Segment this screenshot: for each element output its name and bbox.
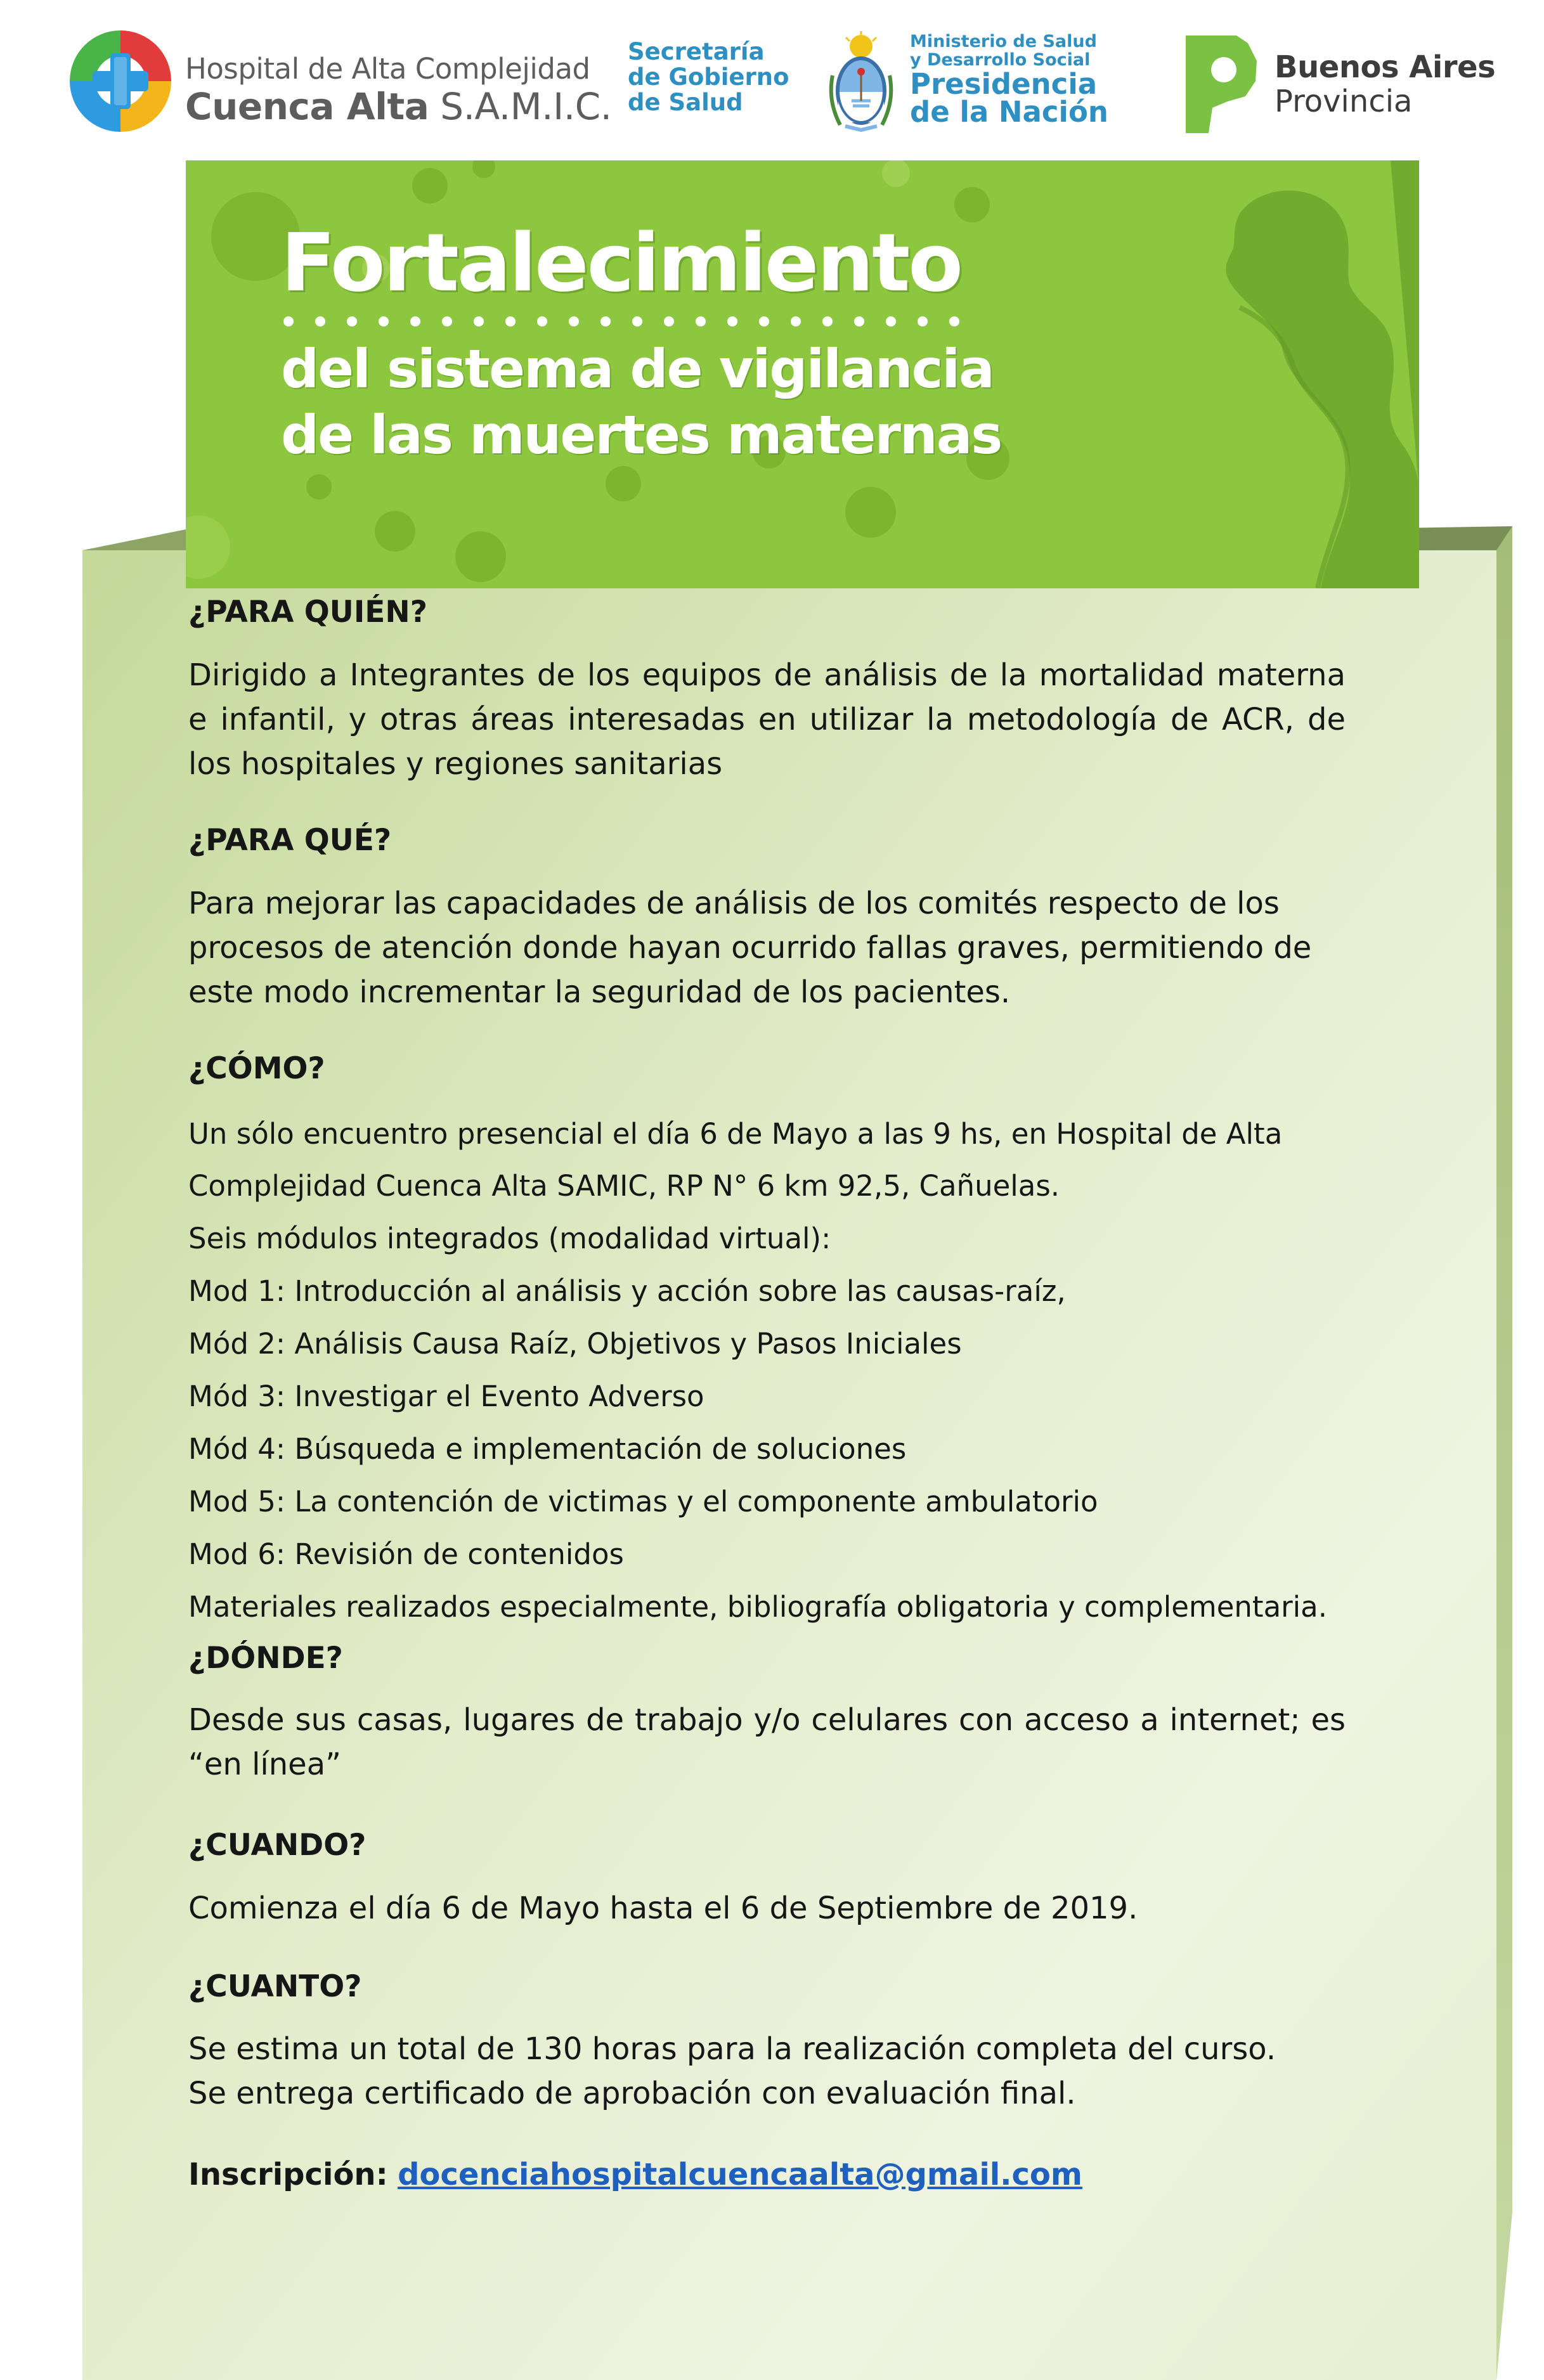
secretaria-line2: de Gobierno: [628, 63, 789, 91]
buenos-aires-logo: [1179, 30, 1496, 138]
email-link[interactable]: docenciahospitalcuencaalta@gmail.com: [398, 2157, 1082, 2192]
coat-of-arms-icon: [827, 31, 895, 133]
inscripcion-row: [188, 2157, 1082, 2192]
section-heading-para-quien: ¿PARA QUIÉN?: [188, 595, 428, 630]
module-item: Mod 5: La contención de victimas y el componente ambulatorio: [188, 1485, 1098, 1518]
province-map-icon: [1179, 30, 1262, 138]
como-line: Complejidad Cuenca Alta SAMIC, RP N° 6 km 92,5, Cañuelas.: [188, 1169, 1060, 1203]
section-heading-cuanto: ¿CUANTO?: [188, 1969, 362, 2004]
cuanto-line2: Se entrega certificado de aprobación con evaluación final.: [188, 2076, 1076, 2111]
module-item: Mód 2: Análisis Causa Raíz, Objetivos y Pasos Iniciales: [188, 1327, 962, 1361]
section-heading-para-que: ¿PARA QUÉ?: [188, 823, 392, 858]
cuanto-line1: Se estima un total de 130 horas para la realización completa del curso.: [188, 2031, 1276, 2067]
ministerio-small-line2: y Desarrollo Social: [910, 50, 1091, 70]
como-line: Seis módulos integrados (modalidad virtual):: [188, 1222, 831, 1255]
como-line: Un sólo encuentro presencial el día 6 de Mayo a las 9 hs, en Hospital de Alta: [188, 1117, 1283, 1151]
secretaria-line3: de Salud: [628, 89, 743, 116]
hospital-name-rest: S.A.M.I.C.: [440, 85, 612, 128]
hospital-name-bold: Cuenca Alta: [185, 85, 429, 128]
buenos-aires-line2: Provincia: [1275, 84, 1413, 119]
inscripcion-label: Inscripción:: [188, 2157, 388, 2192]
hospital-cross-icon: [63, 24, 178, 138]
como-line: Materiales realizados especialmente, bibliografía obligatoria y complementaria.: [188, 1590, 1328, 1624]
module-item: Mod 6: Revisión de contenidos: [188, 1537, 624, 1571]
module-item: Mód 3: Investigar el Evento Adverso: [188, 1380, 704, 1413]
secretaria-line1: Secretaría: [628, 38, 765, 65]
module-item: Mod 1: Introducción al análisis y acción sobre las causas-raíz,: [188, 1274, 1066, 1308]
banner-dotted-divider: [281, 314, 972, 329]
ministerio-big-line1: Presidencia: [910, 67, 1098, 101]
logo-bar: [0, 0, 1544, 158]
banner-subtitle-line1: del sistema de vigilancia: [281, 338, 994, 400]
hospital-logo: [63, 24, 612, 138]
ministerio-small-line1: Ministerio de Salud: [910, 32, 1097, 51]
ministerio-big-line2: de la Nación: [910, 95, 1108, 129]
ministerio-big-text: [910, 67, 1108, 129]
donde-text: Desde sus casas, lugares de trabajo y/o celulares con acceso a internet; es “en línea”: [188, 1702, 1346, 1782]
ministerio-small-text: [910, 32, 1097, 69]
banner-title: Fortalecimiento: [281, 216, 961, 309]
ministerio-logo: [827, 29, 1108, 136]
hospital-name-line2: [185, 85, 612, 128]
section-heading-donde: ¿DÓNDE?: [188, 1641, 343, 1676]
module-item: Mód 4: Búsqueda e implementación de soluciones: [188, 1432, 907, 1466]
buenos-aires-line1: Buenos Aires: [1275, 49, 1496, 85]
section-heading-como: ¿CÓMO?: [188, 1051, 325, 1086]
para-quien-text: Dirigido a Integrantes de los equipos de análisis de la mortalidad materna e infantil, y otras áreas interesadas en utilizar la metodología de ACR, de los hospitales y regiones sanitarias: [188, 657, 1346, 782]
para-que-text: Para mejorar las capacidades de análisis de los comités respecto de los procesos de atención donde hayan ocurrido fallas graves, permitiendo de este modo incrementar la seguridad de los pacientes.: [188, 886, 1312, 1010]
secretaria-logo: [628, 39, 793, 115]
cuando-text: Comienza el día 6 de Mayo hasta el 6 de Septiembre de 2019.: [188, 1891, 1138, 1926]
hospital-name-line1: Hospital de Alta Complejidad: [185, 52, 590, 86]
banner-subtitle-line2: de las muertes maternas: [281, 404, 1002, 466]
section-heading-cuando: ¿CUANDO?: [188, 1828, 367, 1863]
title-banner: [186, 160, 1419, 588]
